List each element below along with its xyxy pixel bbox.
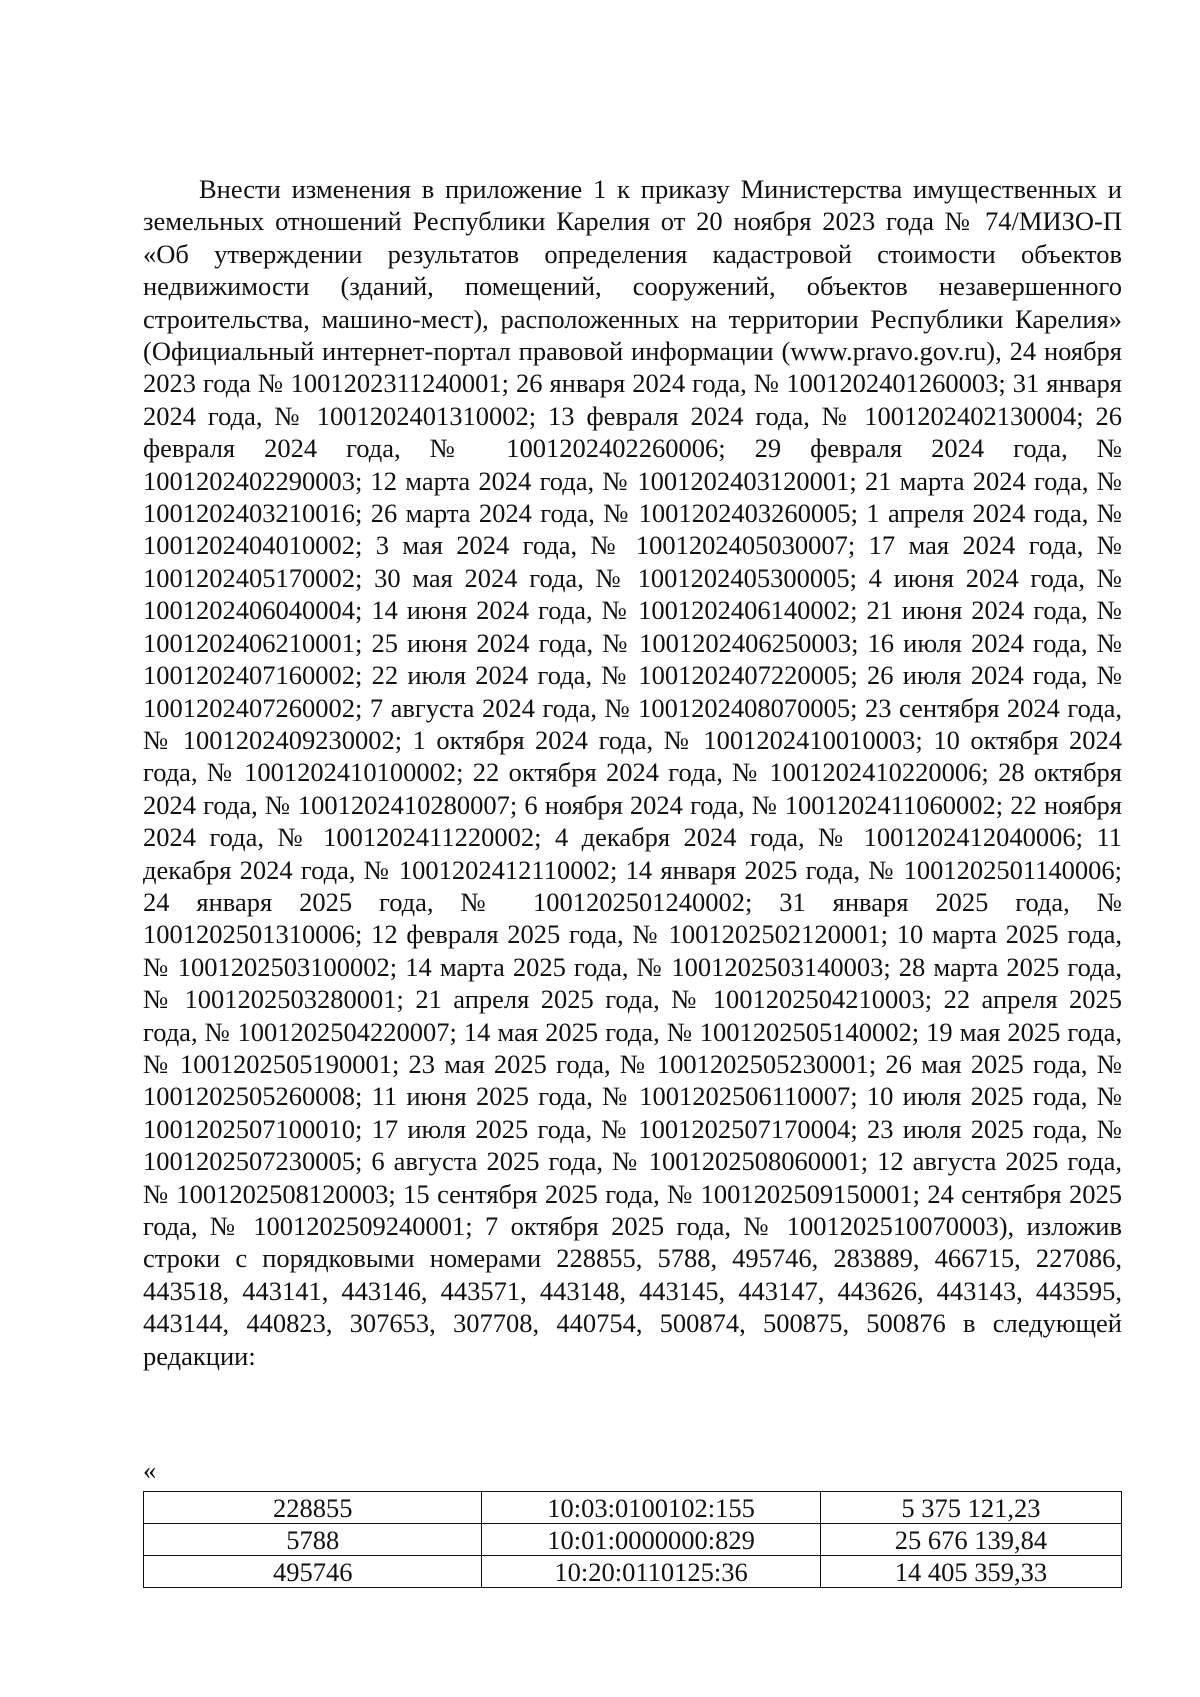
cadastral-value-cell: 14 405 359,33 <box>820 1556 1121 1588</box>
amendment-paragraph: Внести изменения в приложение 1 к приказу Министерства имущественных и земельных отношений Республики Карелия от 20 ноября 2023 года № 74/МИЗО-П «Об утверждении результатов определения кадастровой стоимости объектов недвижимости (зданий, помещений, сооружений, объектов незавершенного строительства, машино-мест), расположенных на территории Республики Карелия» (Официальный интернет-портал правовой информации (www.pravo.gov.ru), 24 ноября 2023 года № 1001202311240001; 26 января 2024 года, № 1001202401260003; 31 января 2024 года, № 1001202401310002; 13 февраля 2024 года, № 1001202402130004; 26 февраля 2024 года, № 1001202402260006; 29 февраля 2024 года, № 1001202402290003; 12 марта 2024 года, № 1001202403120001; 21 марта 2024 года, № 1001202403210016; 26 марта 2024 года, № 1001202403260005; 1 апреля 2024 года, № 1001202404010002; 3 мая 2024 года, № 1001202405030007; 17 мая 2024 года, № 1001202405170002; 30 мая 2024 года, № 1001202405300005; 4 июня 2024 года, № 1001202406040004; 14 июня 2024 года, № 1001202406140002; 21 июня 2024 года, № 1001202406210001; 25 июня 2024 года, № 1001202406250003; 16 июля 2024 года, № 1001202407160002; 22 июля 2024 года, № 1001202407220005; 26 июля 2024 года, № 1001202407260002; 7 августа 2024 года, № 1001202408070005; 23 сентября 2024 года, № 1001202409230002; 1 октября 2024 года, № 1001202410010003; 10 октября 2024 года, № 1001202410100002; 22 октября 2024 года, № 1001202410220006; 28 октября 2024 года, № 1001202410280007; 6 ноября 2024 года, № 1001202411060002; 22 ноября 2024 года, № 1001202411220002; 4 декабря 2024 года, № 1001202412040006; 11 декабря 2024 года, № 1001202412110002; 14 января 2025 года, № 1001202501140006; 24 января 2025 года, № 1001202501240002; 31 января 2025 года, № 1001202501310006; 12 февраля 2025 года, № 1001202502120001; 10 марта 2025 года, № 1001202503100002; 14 марта 2025 года, № 1001202503140003; 28 марта 2025 года, № 1001202503280001; 21 апреля 2025 года, № 1001202504210003; 22 апреля 2025 года, № 1001202504220007; 14 мая 2025 года, № 1001202505140002; 19 мая 2025 года, № 1001202505190001; 23 мая 2025 года, № 1001202505230001; 26 мая 2025 года, № 1001202505260008; 11 июня 2025 года, № 1001202506110007; 10 июля 2025 года, № 1001202507100010; 17 июля 2025 года, № 1001202507170004; 23 июля 2025 года, № 1001202507230005; 6 августа 2025 года, № 1001202508060001; 12 августа 2025 года, № 1001202508120003; 15 сентября 2025 года, № 1001202509150001; 24 сентября 2025 года, № 1001202509240001; 7 октября 2025 года, № 1001202510070003), изложив строки с порядковыми номерами 228855, 5788, 495746, 283889, 466715, 227086, 443518, 443141, 443146, 443571, 443148, 443145, 443147, 443626, 443143, 443595, 443144, 440823, 307653, 307708, 440754, 500874, 500875, 500876 в следующей редакции: <box>143 174 1122 1371</box>
row-number-cell: 228855 <box>144 1492 482 1524</box>
row-number-cell: 495746 <box>144 1556 482 1588</box>
cadastral-number-cell: 10:03:0100102:155 <box>482 1492 820 1524</box>
table-row <box>144 1556 1122 1588</box>
cadastral-number-cell: 10:01:0000000:829 <box>482 1524 820 1556</box>
cadastral-number-cell: 10:20:0110125:36 <box>482 1556 820 1588</box>
cadastral-value-cell: 25 676 139,84 <box>820 1524 1121 1556</box>
amended-rows-table <box>143 1491 1122 1588</box>
cadastral-value-cell: 5 375 121,23 <box>820 1492 1121 1524</box>
opening-quote-mark: « <box>143 1455 157 1485</box>
table-row <box>144 1492 1122 1524</box>
table-row <box>144 1524 1122 1556</box>
row-number-cell: 5788 <box>144 1524 482 1556</box>
